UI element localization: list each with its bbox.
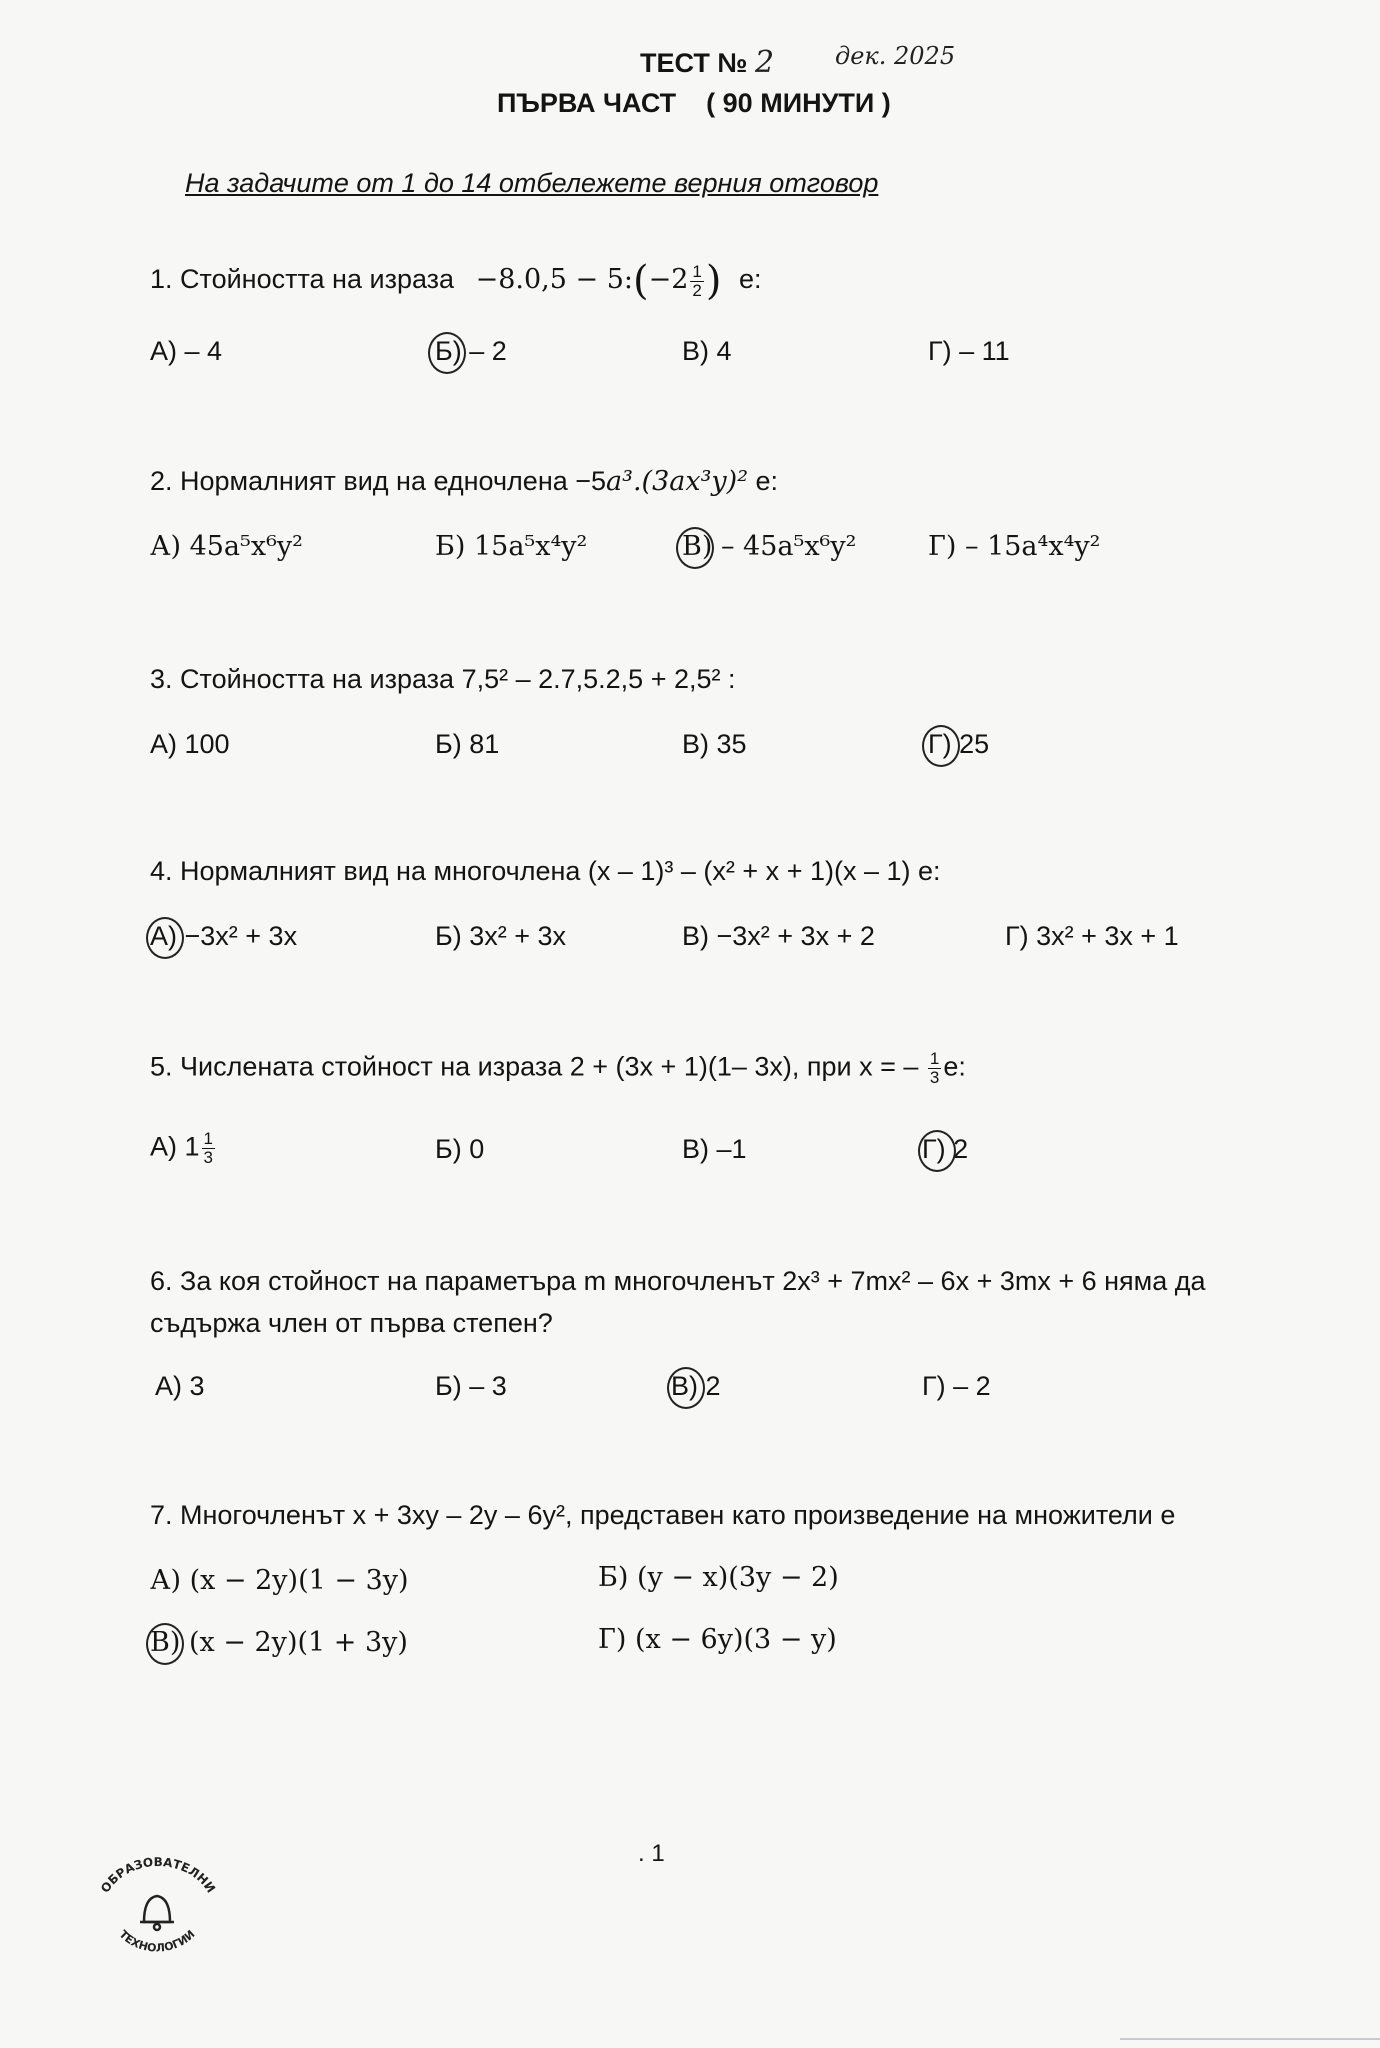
question-4: 4. Нормалният вид на многочлена (x – 1)³ – (x² + x + 1)(x – 1) е: — [150, 856, 941, 886]
test-label: ТЕСТ № — [640, 48, 748, 78]
q5-option-a[interactable]: А) 1 $\frac{1}{3}$ — [150, 1129, 213, 1167]
q6-option-b[interactable]: Б) – 3 — [435, 1371, 507, 1401]
question-2: 2. Нормалният вид на едночлена −5a³.(3ax³y)² е: — [150, 466, 779, 497]
publisher-stamp-logo — [92, 1852, 222, 1962]
q7-option-g[interactable]: Г) (x − 6y)(3 − y) — [598, 1624, 837, 1655]
date-note-handwritten: дек. 2025 — [835, 42, 956, 70]
q2-option-b[interactable]: Б) 15a⁵x⁴y² — [435, 531, 588, 562]
question-6: 6. За коя стойност на параметъра m многочленът 2x³ + 7mx² – 6x + 3mx + 6 няма да съдържа член от първа степен? — [150, 1266, 1206, 1338]
q4-option-v[interactable]: В) −3x² + 3x + 2 — [682, 921, 875, 951]
q5-option-b[interactable]: Б) 0 — [435, 1134, 485, 1164]
bell-icon — [140, 1896, 174, 1930]
instruction: На задачите от 1 до 14 отбележете верния отговор — [185, 168, 879, 198]
question-7: 7. Многочленът x + 3xy – 2y – 6y², представен като произведение на множители е — [150, 1500, 1176, 1530]
question-1: 1. Стойността на израза −8.0,5 − 5:(−2 $\frac{1}{2}$ ) е: — [150, 258, 762, 304]
q6-option-v[interactable]: В) 2 — [671, 1371, 721, 1401]
q3-option-a[interactable]: А) 100 — [150, 729, 230, 759]
page-number: . 1 — [638, 1840, 665, 1867]
question-3: 3. Стойността на израза 7,5² – 2.7,5.2,5 + 2,5² : — [150, 664, 736, 694]
q1-option-a[interactable]: А) – 4 — [150, 336, 223, 366]
q1-option-g[interactable]: Г) – 11 — [928, 336, 1010, 366]
test-title — [640, 45, 774, 80]
q1-answer-mark — [428, 332, 466, 374]
part-title: ПЪРВА ЧАСТ ( 90 МИНУТИ ) — [497, 88, 891, 118]
q6-option-g[interactable]: Г) – 2 — [922, 1371, 991, 1401]
stamp-top-text: ОБРАЗОВАТЕЛНИ — [97, 1854, 219, 1896]
q4-answer-mark — [146, 917, 184, 959]
q6-answer-mark — [667, 1367, 705, 1409]
q1-option-b[interactable]: Б) – 2 — [435, 336, 507, 366]
q3-option-b[interactable]: Б) 81 — [435, 729, 500, 759]
q7-option-v[interactable]: В) (x − 2y)(1 + 3y) — [150, 1627, 408, 1658]
q2-option-g[interactable]: Г) – 15a⁴x⁴y² — [928, 531, 1101, 562]
test-number-handwritten: 2 — [754, 45, 775, 80]
q6-option-a[interactable]: А) 3 — [155, 1371, 205, 1401]
q4-option-b[interactable]: Б) 3x² + 3x — [435, 921, 567, 951]
q7-answer-mark — [146, 1623, 184, 1665]
q1-option-v[interactable]: В) 4 — [682, 336, 732, 366]
q5-answer-mark — [918, 1130, 956, 1172]
q3-answer-mark — [922, 725, 960, 767]
q2-option-a[interactable]: А) 45a⁵x⁶y² — [150, 531, 303, 562]
q7-option-b[interactable]: Б) (y − x)(3y − 2) — [598, 1562, 839, 1593]
svg-text:ТЕХНОЛОГИИ — [116, 1928, 197, 1955]
q5-option-g[interactable]: Г) 2 — [922, 1134, 969, 1164]
q7-option-a[interactable]: А) (x − 2y)(1 − 3y) — [150, 1565, 409, 1596]
svg-text:ОБРАЗОВАТЕЛНИ — [98, 1855, 218, 1895]
stamp-bottom-text: ТЕХНОЛОГИИ — [116, 1927, 198, 1955]
question-5: 5. Числената стойност на израза 2 + (3x + 1)(1– 3x), при x = – $\frac{1}{3}$ е: — [150, 1049, 966, 1087]
q5-option-v[interactable]: В) –1 — [682, 1134, 747, 1164]
q4-option-a[interactable]: А) −3x² + 3x — [150, 921, 298, 951]
q3-option-v[interactable]: В) 35 — [682, 729, 747, 759]
q3-option-g[interactable]: Г) 25 — [928, 729, 990, 759]
q2-answer-mark — [676, 527, 714, 569]
q2-option-v[interactable]: В) – 45a⁵x⁶y² — [682, 531, 857, 562]
q4-option-g[interactable]: Г) 3x² + 3x + 1 — [1005, 921, 1179, 951]
scan-edge-line — [1120, 2038, 1380, 2040]
